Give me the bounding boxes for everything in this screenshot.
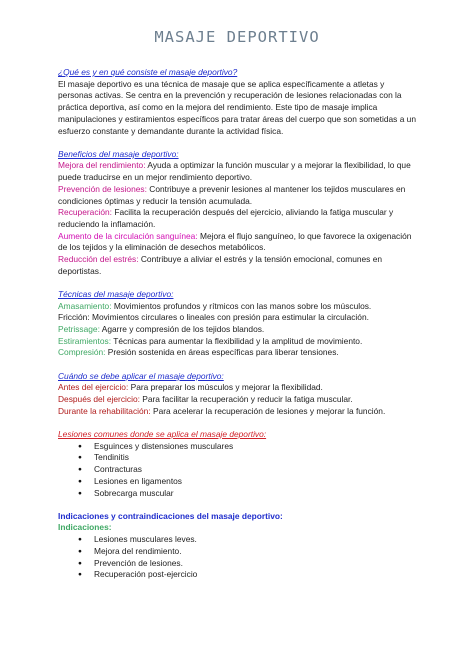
list-item: ● Mejora del rendimiento. — [94, 546, 416, 558]
tecnica-text: Técnicas para aumentar la flexibilidad y la amplitud de movimiento. — [111, 335, 363, 346]
cuando-text: Para preparar los músculos y mejorar la flexibilidad. — [128, 382, 323, 393]
beneficio-text: Contribuye a prevenir lesiones al mantener los tejidos musculares en condiciones óptimas y reducir la tensión acumulada. — [58, 183, 406, 206]
beneficio-item — [58, 184, 416, 207]
list-item: ● Prevención de lesiones. — [94, 558, 416, 570]
tecnica-text: Fricción: Movimientos circulares o lineales con presión para estimular la circulación. — [58, 312, 369, 323]
beneficio-item — [58, 160, 416, 183]
cuando-term: Antes del ejercicio: — [58, 382, 129, 393]
tecnica-text: Presión sostenida en áreas específicas para liberar tensiones. — [105, 347, 339, 358]
list-item: ● Tendinitis — [94, 452, 416, 464]
cuando-item — [58, 406, 416, 418]
beneficio-text: Mejora el flujo sanguíneo, lo que favorece la oxigenación de los tejidos y la eliminación de desechos metabólicos. — [58, 230, 412, 253]
tecnica-term: Estiramientos: — [58, 335, 112, 346]
tecnica-text: Agarre y compresión de los tejidos blandos. — [99, 324, 265, 335]
cuando-item — [58, 382, 416, 394]
tecnica-item — [58, 347, 416, 359]
cuando-text: Para facilitar la recuperación y reducir la fatiga muscular. — [139, 394, 353, 405]
lesiones-heading: Lesiones comunes donde se aplica el masaje deportivo: — [58, 428, 267, 439]
lesiones-section — [58, 429, 416, 499]
tecnica-item — [58, 336, 416, 348]
tecnica-item — [58, 312, 416, 324]
tecnica-term: Compresión: — [58, 347, 106, 358]
beneficios-heading: Beneficios del masaje deportivo: — [58, 148, 179, 159]
beneficio-text: Ayuda a optimizar la función muscular y a mejorar la flexibilidad, lo que puede traducirse en un mejor rendimiento deportivo. — [58, 160, 411, 183]
beneficio-term: Mejora del rendimiento: — [58, 160, 146, 171]
intro-body: El masaje deportivo es una técnica de masaje que se aplica específicamente a atletas y personas activas. Se centra en la prevención y recuperación de lesiones relacionadas con la práctica deportiva, así como en la mejora del rendimiento. Este tipo de masaje implica manipulaciones y estiramientos específicos para tratar áreas del cuerpo que son sometidas a un esfuerzo constante y demandante durante la actividad física. — [58, 78, 416, 136]
beneficio-item — [58, 254, 416, 277]
indicaciones-heading: Indicaciones y contraindicaciones del masaje deportivo: — [58, 510, 283, 521]
beneficio-term: Recuperación: — [58, 207, 113, 218]
beneficio-term: Aumento de la circulación sanguínea: — [58, 230, 198, 241]
indicaciones-list — [58, 534, 416, 581]
tecnica-item — [58, 324, 416, 336]
cuando-heading: Cuándo se debe aplicar el masaje deportivo: — [58, 370, 224, 381]
beneficios-section — [58, 149, 416, 278]
cuando-item — [58, 394, 416, 406]
beneficio-term: Reducción del estrés: — [58, 254, 139, 265]
intro-heading: ¿Qué es y en qué consiste el masaje deportivo? — [58, 67, 238, 77]
cuando-term: Después del ejercicio: — [58, 394, 140, 405]
list-item: ● Recuperación post-ejercicio — [94, 569, 416, 581]
list-item: ● Contracturas — [94, 464, 416, 476]
list-item: ● Lesiones en ligamentos — [94, 476, 416, 488]
cuando-text: Para acelerar la recuperación de lesiones y mejorar la función. — [150, 405, 386, 416]
intro-section — [58, 67, 416, 137]
indicaciones-section — [58, 511, 416, 581]
beneficio-item — [58, 231, 416, 254]
list-item: ● Sobrecarga muscular — [94, 488, 416, 500]
beneficio-text: Contribuye a aliviar el estrés y la tensión emocional, comunes en deportistas. — [58, 254, 383, 276]
tecnicas-heading: Técnicas del masaje deportivo: — [58, 288, 174, 299]
beneficio-term: Prevención de lesiones: — [58, 183, 147, 194]
lesiones-list — [58, 441, 416, 500]
list-item: ● Esguinces y distensiones musculares — [94, 441, 416, 453]
tecnica-term: Amasamiento: — [58, 300, 112, 311]
cuando-section — [58, 371, 416, 418]
tecnica-text: Movimientos profundos y rítmicos con las manos sobre los músculos. — [111, 300, 372, 311]
list-item: ● Lesiones musculares leves. — [94, 534, 416, 546]
document-title: MASAJE DEPORTIVO — [154, 28, 320, 46]
cuando-term: Durante la rehabilitación: — [58, 405, 151, 416]
tecnicas-section — [58, 289, 416, 359]
beneficio-text: Facilita la recuperación después del ejercicio, aliviando la fatiga muscular y reduciendo la inflamación. — [58, 207, 394, 229]
tecnica-term: Petrissage: — [58, 324, 100, 335]
beneficio-item — [58, 207, 416, 230]
indicaciones-subheading: Indicaciones: — [58, 522, 112, 533]
tecnica-item — [58, 301, 416, 313]
